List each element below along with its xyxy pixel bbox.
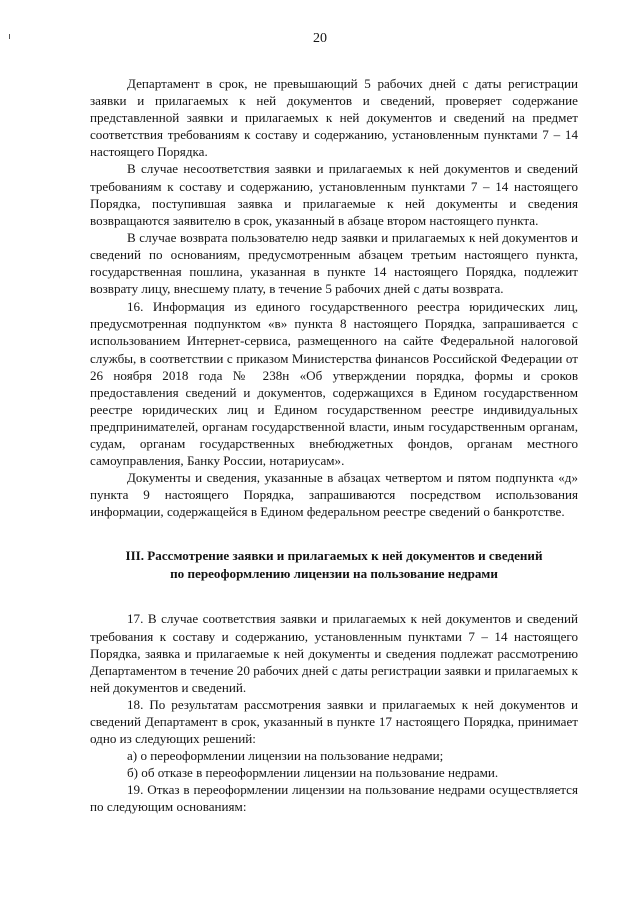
- paragraph: 18. По результатам рассмотрения заявки и прилагаемых к ней документов и сведений Департамент в срок, указанный в пункте 17 настоящего Порядка, принимает одно из следующих решений:: [90, 696, 578, 747]
- section-heading: [90, 547, 578, 582]
- section-heading-line: III. Рассмотрение заявки и прилагаемых к ней документов и сведений: [125, 548, 543, 564]
- paragraph: Департамент в срок, не превышающий 5 рабочих дней с даты регистрации заявки и прилагаемых к ней документов и сведений, проверяет содержание представленной заявки и прилагаемых к ней документов и сведений на предмет соответствия требованиям к составу и содержанию, установленным пунктами 7 – 14 настоящего Порядка.: [90, 76, 578, 160]
- section-heading-line: по переоформлению лицензии на пользование недрами: [170, 565, 498, 581]
- paragraph: 16. Информация из единого государственного реестра юридических лиц, предусмотренная подпунктом «в» пункта 8 настоящего Порядка, запрашивается с использованием Интернет-сервиса, размещенного на сайте Федеральной налоговой службы, в соответствии с приказом Министерства финансов Российской Федерации от 26 ноября 2018 года № 238н «Об утверждении порядка, формы и сроков предоставления сведений и документов, содержащихся в Едином государственном реестре юридических лиц и Едином государственном реестре индивидуальных предпринимателей, органам государственной власти, иным государственным органам, судам, органам государственных внебюджетных фондов, органам местного самоуправления, Банку России, нотариусам».: [90, 299, 578, 469]
- decision-option: а) о переоформлении лицензии на пользование недрами;: [127, 748, 444, 764]
- paragraph: 17. В случае соответствия заявки и прилагаемых к ней документов и сведений требования к составу и содержанию, установленным пунктами 7 – 14 настоящего Порядка, заявка и прилагаемые к ней документы и сведения подлежат рассмотрению Департаментом в течение 20 рабочих дней с даты регистрации заявки и прилагаемых к ней документов и сведений.: [90, 611, 578, 695]
- paragraph: 19. Отказ в переоформлении лицензии на пользование недрами осуществляется по следующим основаниям:: [90, 782, 578, 815]
- page-content: [90, 75, 578, 816]
- paragraph: В случае возврата пользователю недр заявки и прилагаемых к ней документов и сведений по основаниям, предусмотренным абзацем третьим настоящего пункта, государственная пошлина, указанная в пункте 14 настоящего Порядка, подлежит возврату лицу, внесшему плату, в течение 5 рабочих дней с даты возврата.: [90, 229, 578, 297]
- decision-option: б) об отказе в переоформлении лицензии на пользование недрами.: [127, 765, 499, 781]
- page-number: 20: [313, 31, 327, 46]
- paragraph: В случае несоответствия заявки и прилагаемых к ней документов и сведений требованиям к составу и содержанию, установленным пунктами 7 – 14 настоящего Порядка, поступившая заявка и прилагаемые к ней документы и сведения возвращаются заявителю в срок, указанный в абзаце втором настоящего пункта.: [90, 161, 578, 228]
- paragraph: Документы и сведения, указанные в абзацах четвертом и пятом подпункта «д» пункта 9 настоящего Порядка, запрашиваются посредством использования информации, содержащейся в Едином федеральном реестре сведений о банкротстве.: [90, 470, 578, 520]
